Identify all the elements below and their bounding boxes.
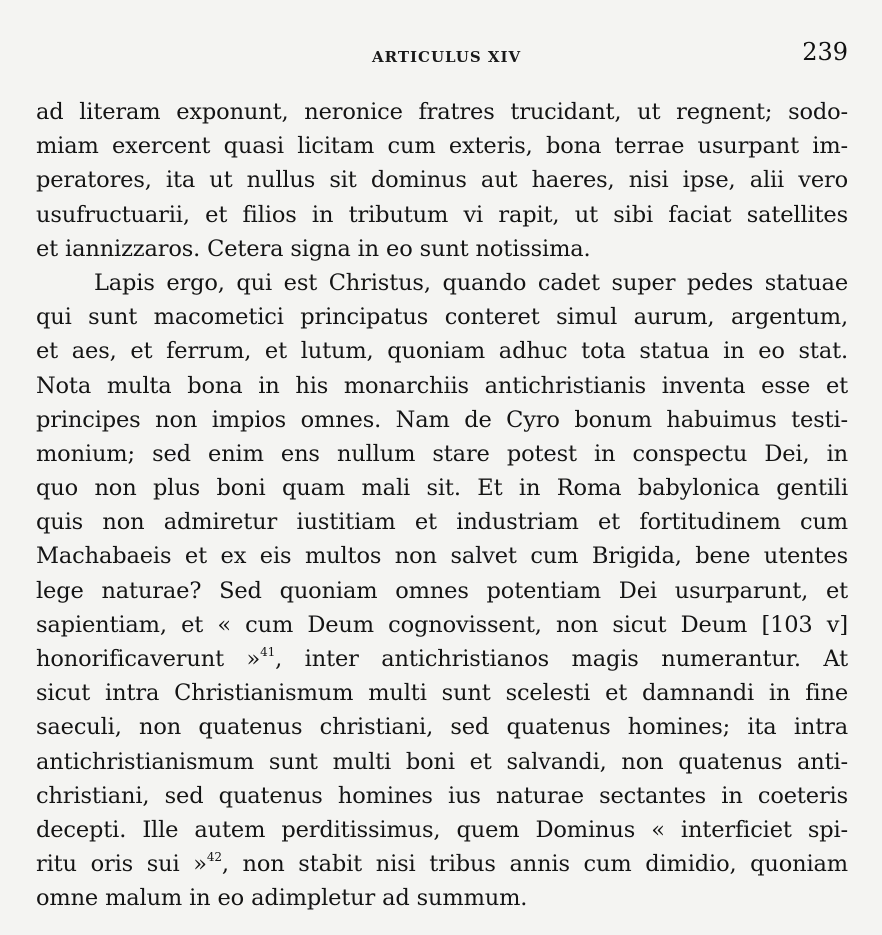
- text-line: usufructuarii, et filios in tributum vi rapit, ut sibi faciat satellites: [36, 201, 848, 228]
- body-text: [36, 95, 848, 916]
- text-line: sapientiam, et « cum Deum cognovissent, non sicut Deum [103 v]: [36, 611, 848, 638]
- text-line: principes non impios omnes. Nam de Cyro bonum habuimus testi-: [36, 406, 848, 433]
- paragraph-2: [36, 266, 848, 916]
- running-head: [0, 38, 882, 72]
- text-line: decepti. Ille autem perditissimus, quem Dominus « interficiet spi-: [36, 816, 848, 843]
- text-line: omne malum in eo adimpletur ad summum.: [36, 885, 528, 912]
- line-text: ritu oris sui »: [36, 851, 207, 878]
- text-line: sicut intra Christianismum multi sunt scelesti et damnandi in fine: [36, 680, 848, 707]
- text-line: Nota multa bona in his monarchiis antichristianis inventa esse et: [36, 372, 848, 399]
- text-line: saeculi, non quatenus christiani, sed quatenus homines; ita intra: [36, 714, 848, 741]
- footnote-ref: 41: [260, 645, 276, 659]
- text-line: et iannizzaros. Cetera signa in eo sunt notissima.: [36, 235, 591, 262]
- line-text: honorificaverunt »: [36, 646, 261, 672]
- text-line: Lapis ergo, qui est Christus, quando cadet super pedes statuae: [94, 269, 848, 296]
- text-line: lege naturae? Sed quoniam omnes potentiam Dei usurparunt, et: [36, 577, 848, 604]
- text-line: miam exercent quasi licitam cum exteris, bona terrae usurpant im-: [36, 133, 848, 160]
- text-line: monium; sed enim ens nullum stare potest in conspectu Dei, in: [36, 440, 848, 467]
- text-line-with-footnote: [36, 642, 848, 676]
- paragraph-1: [36, 95, 848, 266]
- text-line: qui sunt macometici principatus conteret simul aurum, argentum,: [36, 304, 848, 331]
- text-line: peratores, ita ut nullus sit dominus aut haeres, nisi ipse, alii vero: [36, 167, 848, 194]
- footnote-ref: 42: [206, 850, 222, 865]
- text-line: et aes, et ferrum, et lutum, quoniam adhuc tota statua in eo stat.: [36, 338, 848, 365]
- text-line: christiani, sed quatenus homines ius naturae sectantes in coeteris: [36, 782, 848, 809]
- text-line-with-footnote: [36, 847, 848, 881]
- text-line: antichristianismum sunt multi boni et salvandi, non quatenus anti-: [36, 748, 848, 775]
- line-text: , inter antichristianos magis numerantur. At: [275, 646, 848, 672]
- text-line: ad literam exponunt, neronice fratres trucidant, ut regnent; sodo-: [36, 99, 848, 125]
- text-line: quis non admiretur iustitiam et industriam et fortitudinem cum: [36, 509, 848, 536]
- line-text: , non stabit nisi tribus annis cum dimidio, quoniam: [221, 851, 848, 878]
- page-number: 239: [802, 38, 848, 66]
- text-line: Machabaeis et ex eis multos non salvet cum Brigida, bene utentes: [36, 543, 848, 570]
- text-line: quo non plus boni quam mali sit. Et in Roma babylonica gentili: [36, 475, 848, 502]
- running-title: ARTICULUS XIV: [372, 48, 522, 66]
